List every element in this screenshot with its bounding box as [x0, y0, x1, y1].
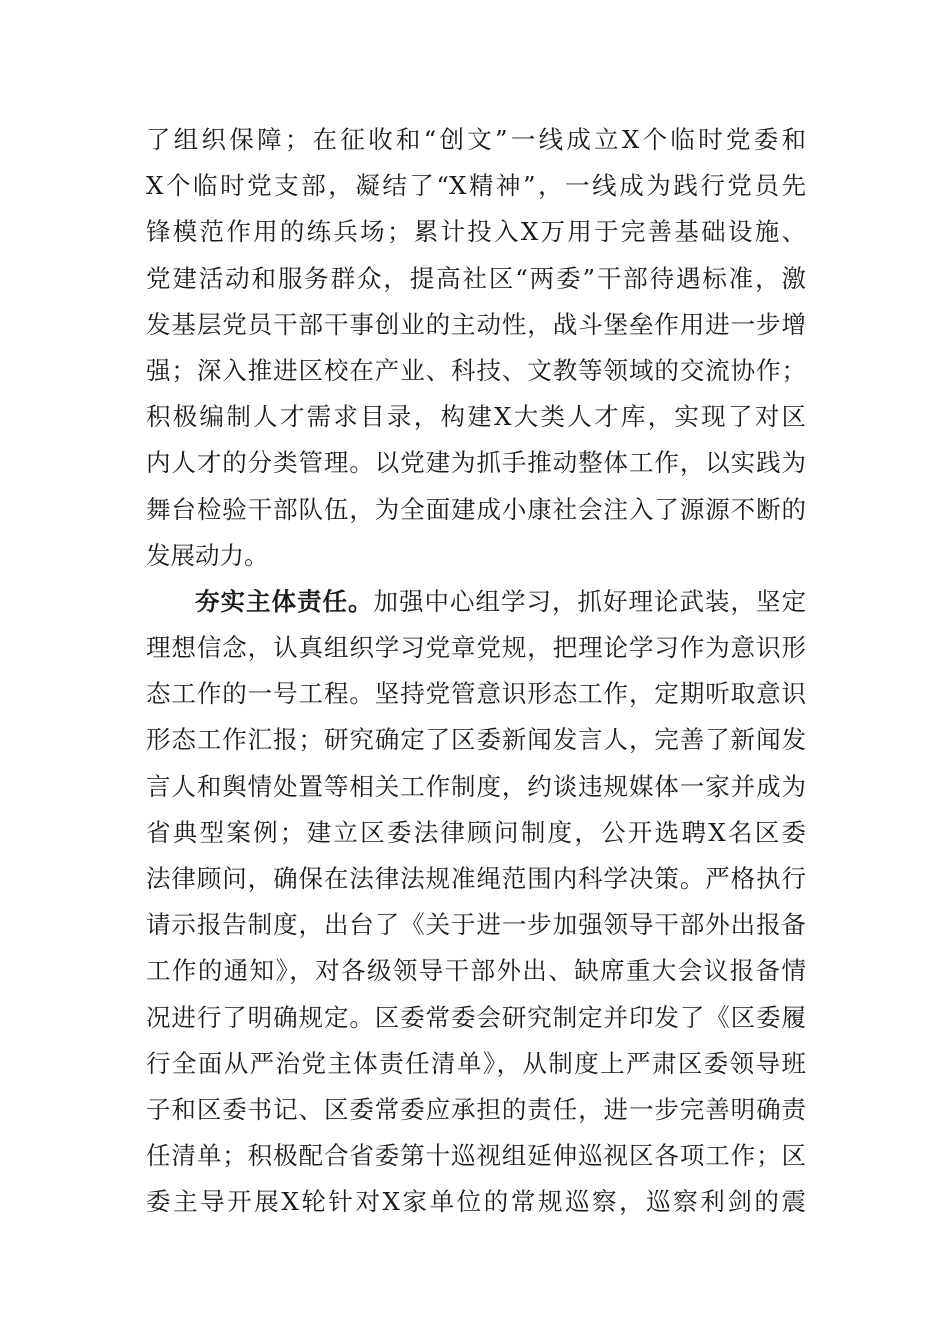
text-line: 行全面从严治党主体责任清单》，从制度上严肃区委领导班 [146, 1048, 806, 1078]
text-line: 委主导开展X轮针对X家单位的常规巡察，巡察利剑的震 [146, 1187, 806, 1217]
body-text [146, 117, 806, 1226]
text-line: 形态工作汇报；研究确定了区委新闻发言人，完善了新闻发 [146, 725, 806, 755]
paragraph-2 [146, 579, 806, 1226]
text-line: 请示报告制度，出台了《关于进一步加强领导干部外出报备 [146, 910, 806, 940]
text-line: X个临时党支部，凝结了“X精神”，一线成为践行党员先 [146, 171, 806, 201]
text-line: 舞台检验干部队伍，为全面建成小康社会注入了源源不断的 [146, 494, 806, 524]
text-line: 强；深入推进区校在产业、科技、文教等领域的交流协作； [146, 355, 806, 385]
text-line: 况进行了明确规定。区委常委会研究制定并印发了《区委履 [146, 1002, 806, 1032]
text-line: 理想信念，认真组织学习党章党规，把理论学习作为意识形 [146, 633, 806, 663]
text-line: 党建活动和服务群众，提高社区“两委”干部待遇标准，激 [146, 263, 806, 293]
text-line: 积极编制人才需求目录，构建X大类人才库，实现了对区 [146, 402, 806, 432]
text-line: 锋模范作用的练兵场；累计投入X万用于完善基础设施、 [146, 217, 806, 247]
text-line: 发基层党员干部干事创业的主动性，战斗堡垒作用进一步增 [146, 309, 806, 339]
text-line: 省典型案例；建立区委法律顾问制度，公开选聘X名区委 [146, 817, 806, 847]
text-line: 内人才的分类管理。以党建为抓手推动整体工作，以实践为 [146, 448, 806, 478]
text-line: 法律顾问，确保在法律法规准绳范围内科学决策。严格执行 [146, 864, 806, 893]
text-line: 子和区委书记、区委常委应承担的责任，进一步完善明确责 [146, 1094, 806, 1124]
paragraph-1 [146, 117, 806, 579]
text-run: 加强中心组学习，抓好理论武装，坚定 [373, 586, 806, 616]
text-line: 了组织保障；在征收和“创文”一线成立X个临时党委和 [146, 125, 806, 154]
text-line: 任清单；积极配合省委第十巡视组延伸巡视区各项工作；区 [146, 1141, 806, 1171]
text-line: 态工作的一号工程。坚持党管意识形态工作，定期听取意识 [146, 679, 806, 709]
text-line: 工作的通知》，对各级领导干部外出、缺席重大会议报备情 [146, 956, 806, 986]
paragraph-heading: 夯实主体责任。 [195, 586, 374, 616]
text-line-first [146, 579, 806, 625]
text-line: 言人和舆情处置等相关工作制度，约谈违规媒体一家并成为 [146, 771, 806, 801]
text-line: 发展动力。 [146, 540, 269, 570]
